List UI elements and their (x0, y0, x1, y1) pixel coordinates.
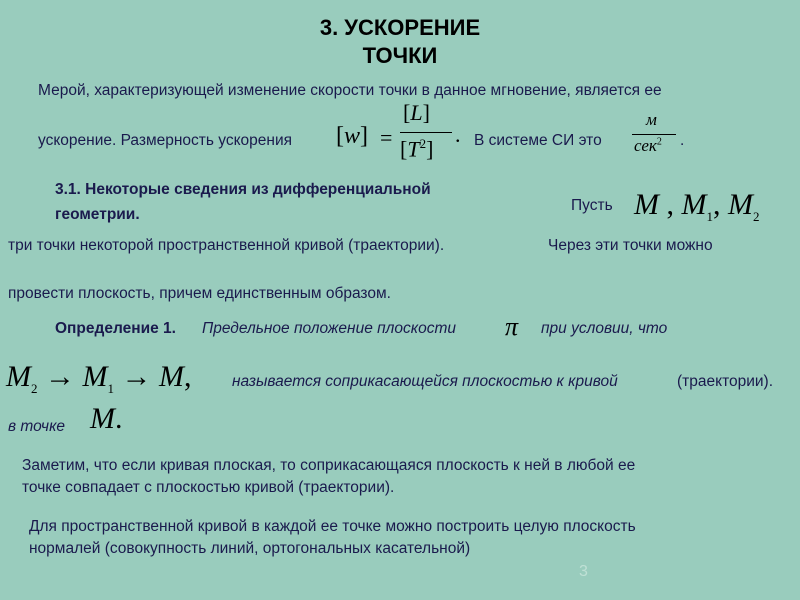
at-point-label: в точке (8, 418, 66, 435)
si-period: . (680, 132, 685, 149)
pi-symbol: π (505, 312, 519, 341)
definition-label: Определение 1. (55, 320, 176, 337)
point-M: M (634, 188, 659, 221)
section-heading-line-2: геометрии. (55, 206, 140, 223)
si-label: В системе СИ это (474, 132, 602, 149)
osculating-text: называется соприкасающейся плоскостью к кривой (232, 373, 618, 390)
para1-line-1b: Через эти точки можно (548, 237, 713, 254)
definition-text-2: при условии, что (541, 320, 668, 337)
definition-text-1: Предельное положение плоскости (202, 320, 456, 337)
formula-T2: $[T^2]$ (400, 136, 434, 162)
at-point-M: M. (90, 402, 123, 435)
fraction-bar-si (632, 134, 676, 135)
section-heading-line-1: 3.1. Некоторые сведения из дифференциальной (55, 181, 431, 198)
normals-line-1: Для пространственной кривой в каждой ее точке можно построить целую плоскость (29, 518, 636, 535)
page-title (0, 14, 800, 70)
formula-dot: . (455, 122, 461, 147)
para1-line-2: провести плоскость, причем единственным образом. (8, 285, 391, 302)
formula-equals: = (380, 125, 393, 150)
fraction-bar-dim (400, 132, 452, 133)
note-line-1: Заметим, что если кривая плоская, то соприкасающаяся плоскость к ней в любой ее (22, 457, 636, 474)
let-label: Пусть (571, 197, 613, 214)
si-denominator: сек$^2$ (634, 136, 662, 155)
note-line-2: точке совпадает с плоскостью кривой (траектории). (22, 479, 395, 496)
points-formula: M , $M_1$, $M_2$ (634, 188, 760, 224)
para1-line-1: три точки некоторой пространственной кривой (траектории). (8, 237, 445, 254)
point-M1: M (681, 188, 707, 221)
osculating-tail: (траектории). (677, 373, 774, 390)
title-line-2: ТОЧКИ (362, 43, 438, 68)
intro-line-2: ускорение. Размерность ускорения (38, 132, 293, 149)
formula-w: [w] (336, 123, 369, 149)
limit-formula: $M_2 \to M_1 \to M$, (6, 360, 192, 396)
page-number: 3 (579, 563, 588, 580)
intro-line-1: Мерой, характеризующей изменение скорости точки в данное мгновение, является ее (38, 82, 662, 99)
title-line-1: 3. УСКОРЕНИЕ (319, 15, 481, 40)
formula-L: [L] (403, 100, 430, 125)
point-M2: M (728, 188, 753, 221)
si-numerator: м (646, 110, 657, 129)
normals-line-2: нормалей (совокупность линий, ортогональных касательной) (29, 540, 471, 557)
